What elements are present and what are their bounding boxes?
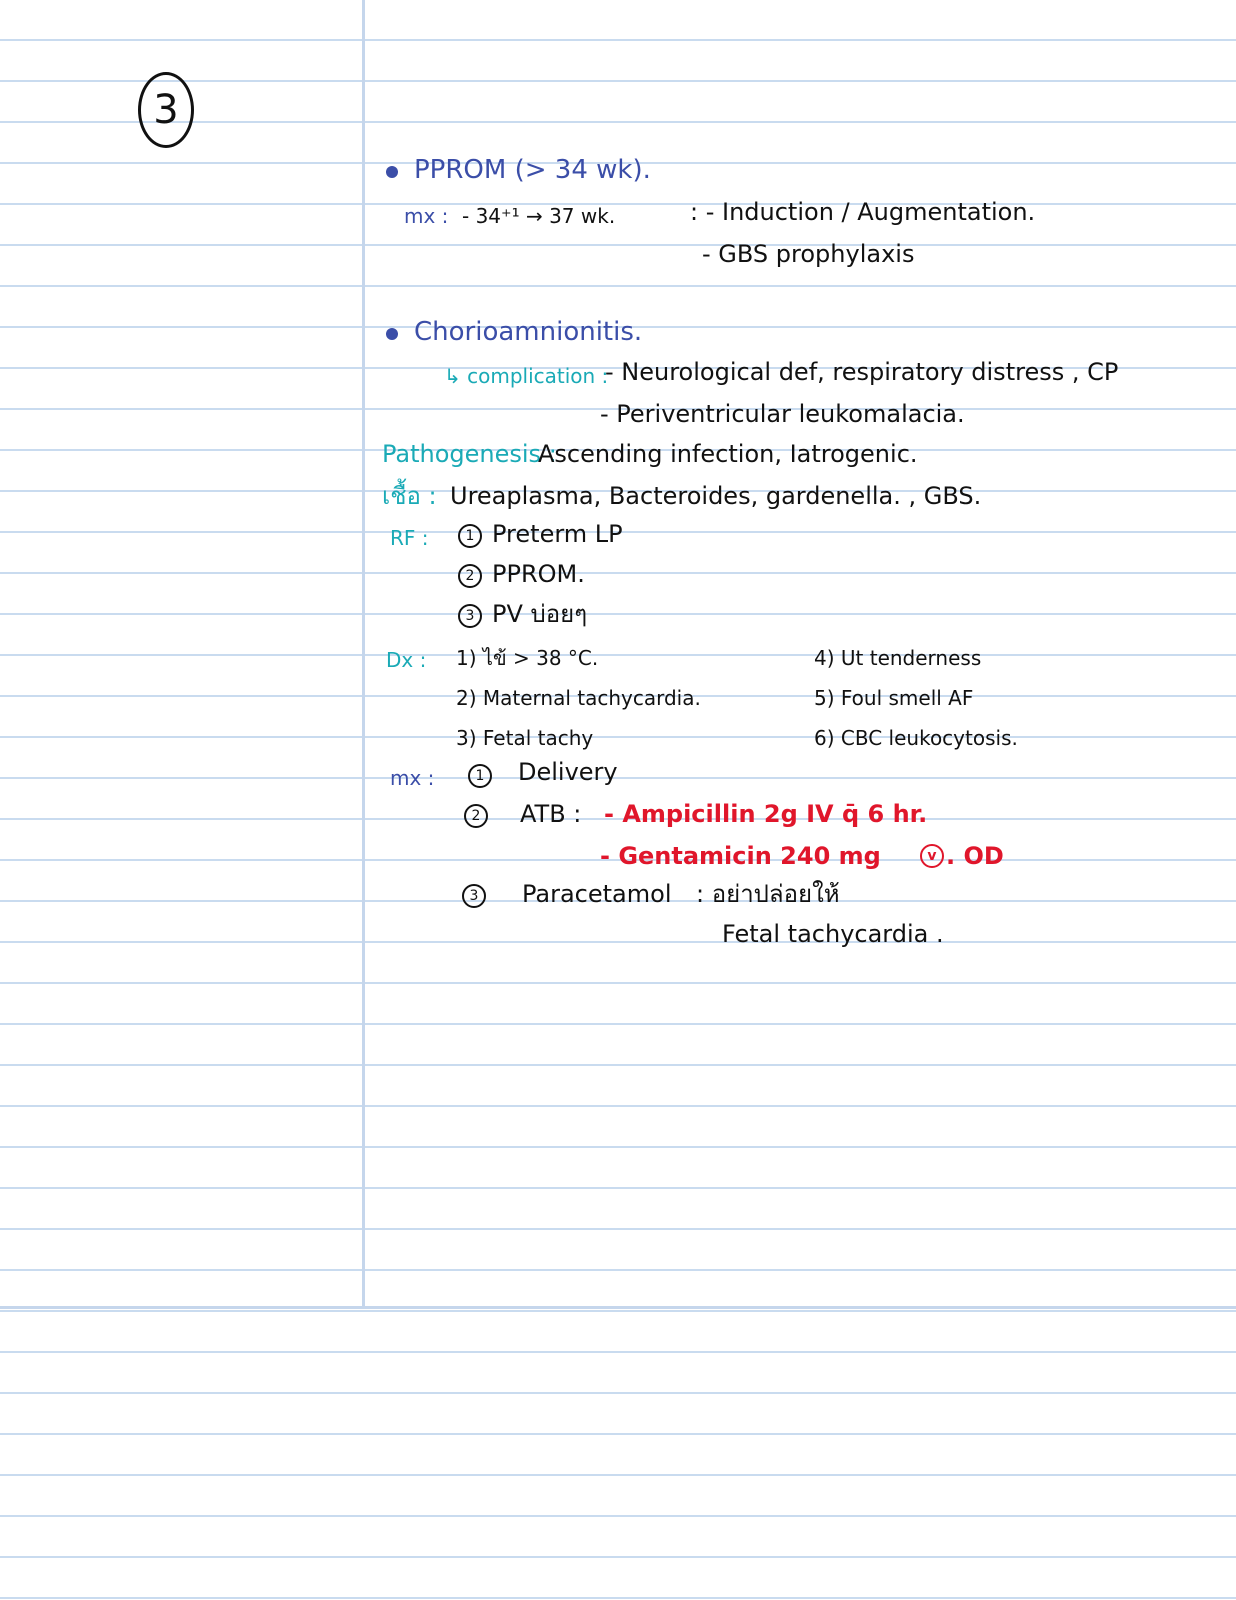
dx-item: 3) Fetal tachy (456, 726, 594, 750)
bullet-icon (386, 328, 398, 340)
atb-gentamicin-od: . OD (946, 842, 1004, 870)
atb-gentamicin: - Gentamicin 240 mg (600, 842, 881, 870)
number-circle-icon: 3 (458, 604, 482, 628)
pprom-item-gbs: - GBS prophylaxis (702, 240, 915, 268)
number-circle-icon: 2 (464, 804, 488, 828)
atb-ampicillin: - Ampicillin 2g IV q̄ 6 hr. (604, 800, 928, 828)
dx-label: Dx : (386, 648, 427, 672)
number-circle-icon: 2 (458, 564, 482, 588)
number-circle-icon: 3 (462, 884, 486, 908)
paracetamol-note: : อย่าปล่อยให้ (696, 880, 840, 908)
dx-item: 2) Maternal tachycardia. (456, 686, 701, 710)
pprom-heading: PPROM (> 34 wk). (414, 155, 651, 185)
number-circle-icon: 1 (468, 764, 492, 788)
margin-line (362, 0, 365, 1308)
pathogenesis-text: Ascending infection, Iatrogenic. (538, 440, 918, 468)
rf-item: PPROM. (492, 560, 585, 588)
bullet-icon (386, 166, 398, 178)
pprom-mx-range: - 34⁺¹ → 37 wk. (462, 204, 616, 228)
page-number: 3 (138, 72, 194, 148)
chorio-heading: Chorioamnionitis. (414, 317, 643, 347)
pprom-mx-label: mx : (404, 204, 449, 228)
complication-line-1: - Neurological def, respiratory distress , CP (605, 358, 1119, 386)
rf-item: Preterm LP (492, 520, 623, 548)
rf-label: RF : (390, 526, 429, 550)
dx-item: 1) ไข้ > 38 °C. (456, 646, 599, 670)
complication-label: ↳ complication : (444, 364, 609, 388)
mx-item: Paracetamol (522, 880, 672, 908)
mx-label: mx : (390, 766, 435, 790)
margin-end-line (0, 1306, 1236, 1309)
dx-item: 4) Ut tenderness (814, 646, 982, 670)
pprom-item-induction: : - Induction / Augmentation. (690, 198, 1036, 226)
rf-item: PV บ่อยๆ (492, 600, 588, 628)
pathogenesis-label: Pathogenesis : (382, 440, 557, 468)
mx-item: Delivery (518, 758, 618, 786)
paracetamol-note-2: Fetal tachycardia . (722, 920, 944, 948)
number-circle-icon: 1 (458, 524, 482, 548)
circled-v-icon: v (920, 844, 944, 868)
organism-label: เชื้อ : (382, 482, 437, 510)
organism-text: Ureaplasma, Bacteroides, gardenella. , GBS. (450, 482, 982, 510)
mx-item: ATB : (520, 800, 582, 828)
dx-item: 5) Foul smell AF (814, 686, 974, 710)
complication-line-2: - Periventricular leukomalacia. (600, 400, 965, 428)
dx-item: 6) CBC leukocytosis. (814, 726, 1018, 750)
